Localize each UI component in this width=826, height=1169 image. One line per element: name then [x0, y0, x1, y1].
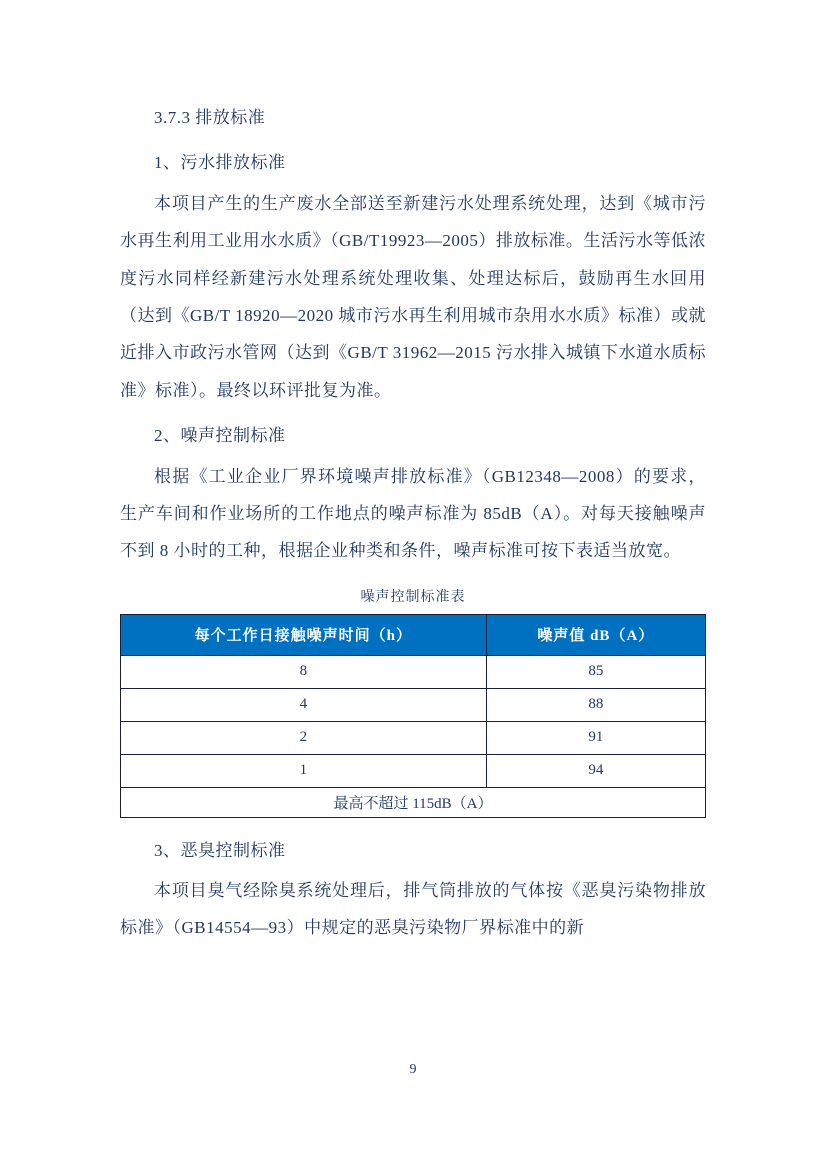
noise-standard-paragraph: 根据《工业企业厂界环境噪声排放标准》（GB12348—2008）的要求，生产车间和作业场所的工作地点的噪声标准为 85dB（A）。对每天接触噪声不到 8 小时的工种，根据企业种类和条件，噪声标准可按下表适当放宽。: [120, 466, 706, 561]
table-cell-value: 94: [486, 754, 705, 787]
table-cell-time: 8: [121, 655, 487, 688]
subsection-2-title: 2、噪声控制标准: [154, 426, 286, 446]
table-cell-time: 1: [121, 754, 487, 787]
table-cell-time: 4: [121, 688, 487, 721]
table-row: [121, 754, 706, 787]
table-footer-row: [121, 787, 706, 817]
wastewater-standard-paragraph: 本项目产生的生产废水全部送至新建污水处理系统处理，达到《城市污水再生利用工业用水水质》（GB/T19923—2005）排放标准。生活污水等低浓度污水同样经新建污水处理系统处理收集、处理达标后，鼓励再生水回用（达到《GB/T 18920—2020 城市污水再生利用城市杂用水水质》标准）或就近排入市政污水管网（达到《GB/T 31962—2015 污水排入城镇下水道水质标准》标准）。最终以环评批复为准。: [120, 193, 706, 400]
noise-control-table: [120, 614, 706, 818]
subsection-3-title: 3、恶臭控制标准: [154, 840, 286, 860]
table-row: [121, 655, 706, 688]
table-caption: 噪声控制标准表: [360, 589, 466, 605]
table-row: [121, 688, 706, 721]
table-cell-value: 85: [486, 655, 705, 688]
odor-standard-paragraph: 本项目臭气经除臭系统处理后，排气筒排放的气体按《恶臭污染物排放标准》（GB14554—93）中规定的恶臭污染物厂界标准中的新: [120, 881, 706, 938]
table-header-row: [121, 614, 706, 655]
table-cell-time: 2: [121, 721, 487, 754]
section-heading: 3.7.3 排放标准: [154, 108, 266, 127]
page-number: 9: [409, 1062, 417, 1077]
table-cell-value: 91: [486, 721, 705, 754]
table-header-noise-value: 噪声值 dB（A）: [486, 614, 705, 655]
table-cell-value: 88: [486, 688, 705, 721]
table-footer-note: 最高不超过 115dB（A）: [121, 787, 706, 817]
table-header-exposure-time: 每个工作日接触噪声时间（h）: [121, 614, 487, 655]
subsection-1-title: 1、污水排放标准: [154, 153, 286, 173]
table-row: [121, 721, 706, 754]
